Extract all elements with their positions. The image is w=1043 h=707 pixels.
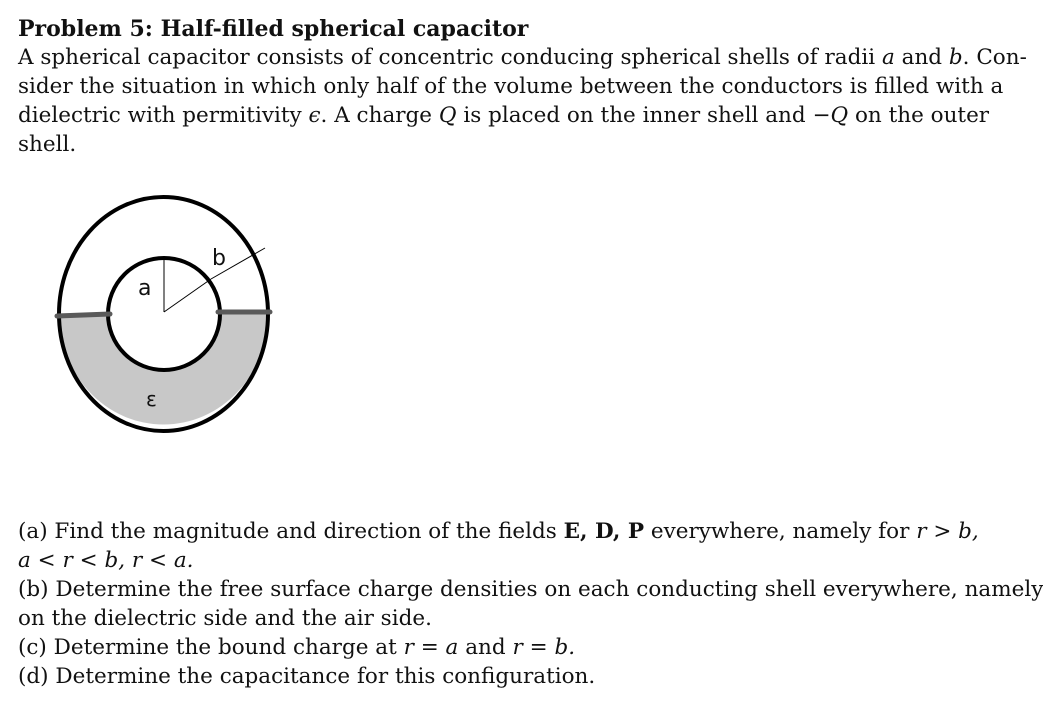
intro-text-1: A spherical capacitor consists of concentric conducing spherical shells of radii	[18, 45, 876, 70]
intro-and: and	[901, 45, 943, 70]
part-a-line-2: a < r < b, r < a.	[18, 548, 194, 573]
part-c-text: (c) Determine the bound charge at	[18, 635, 397, 660]
capacitor-diagram	[45, 190, 305, 440]
intro-text-3a: dielectric with permitivity	[18, 103, 302, 128]
part-a-fields: E, D, P	[563, 519, 645, 544]
part-c-r1: r = a	[403, 635, 459, 660]
seam-left	[57, 314, 110, 316]
charge-q-symbol: Q	[438, 103, 457, 128]
intro-line-3	[18, 105, 989, 127]
radius-b-symbol: b	[948, 45, 963, 70]
intro-text-3b: . A charge	[320, 103, 433, 128]
permittivity-symbol: ϵ	[308, 103, 321, 128]
charge-negq-symbol: −Q	[812, 103, 849, 128]
intro-line-1-end: . Con-	[962, 45, 1027, 70]
part-b-line-1: (b) Determine the free surface charge densities on each conducting shell everywhere, namely	[18, 577, 1043, 602]
problem-title: Problem 5: Half-filled spherical capacitor	[18, 16, 529, 42]
label-b: b	[212, 246, 226, 271]
part-c-line	[18, 637, 575, 659]
part-a-text: (a) Find the magnitude and direction of the fields	[18, 519, 557, 544]
label-a: a	[138, 276, 152, 301]
part-a-line-1	[18, 521, 979, 543]
intro-line-2: sider the situation in which only half of the volume between the conductors is filled with a	[18, 74, 1004, 99]
intro-text-3c: is placed on the inner shell and	[463, 103, 806, 128]
label-epsilon: ε	[146, 387, 157, 411]
radius-a-symbol: a	[881, 45, 895, 70]
intro-line-4: shell.	[18, 132, 77, 157]
part-c-and: and	[465, 635, 506, 660]
part-d-line: (d) Determine the capacitance for this configuration.	[18, 664, 596, 689]
part-c-r2: r = b.	[512, 635, 576, 660]
part-a-mid: everywhere, namely for	[650, 519, 910, 544]
intro-text-3d: on the outer	[854, 103, 990, 128]
intro-line-1	[18, 47, 1027, 69]
part-b-line-2: on the dielectric side and the air side.	[18, 606, 432, 631]
part-a-range-1: r > b,	[916, 519, 979, 544]
